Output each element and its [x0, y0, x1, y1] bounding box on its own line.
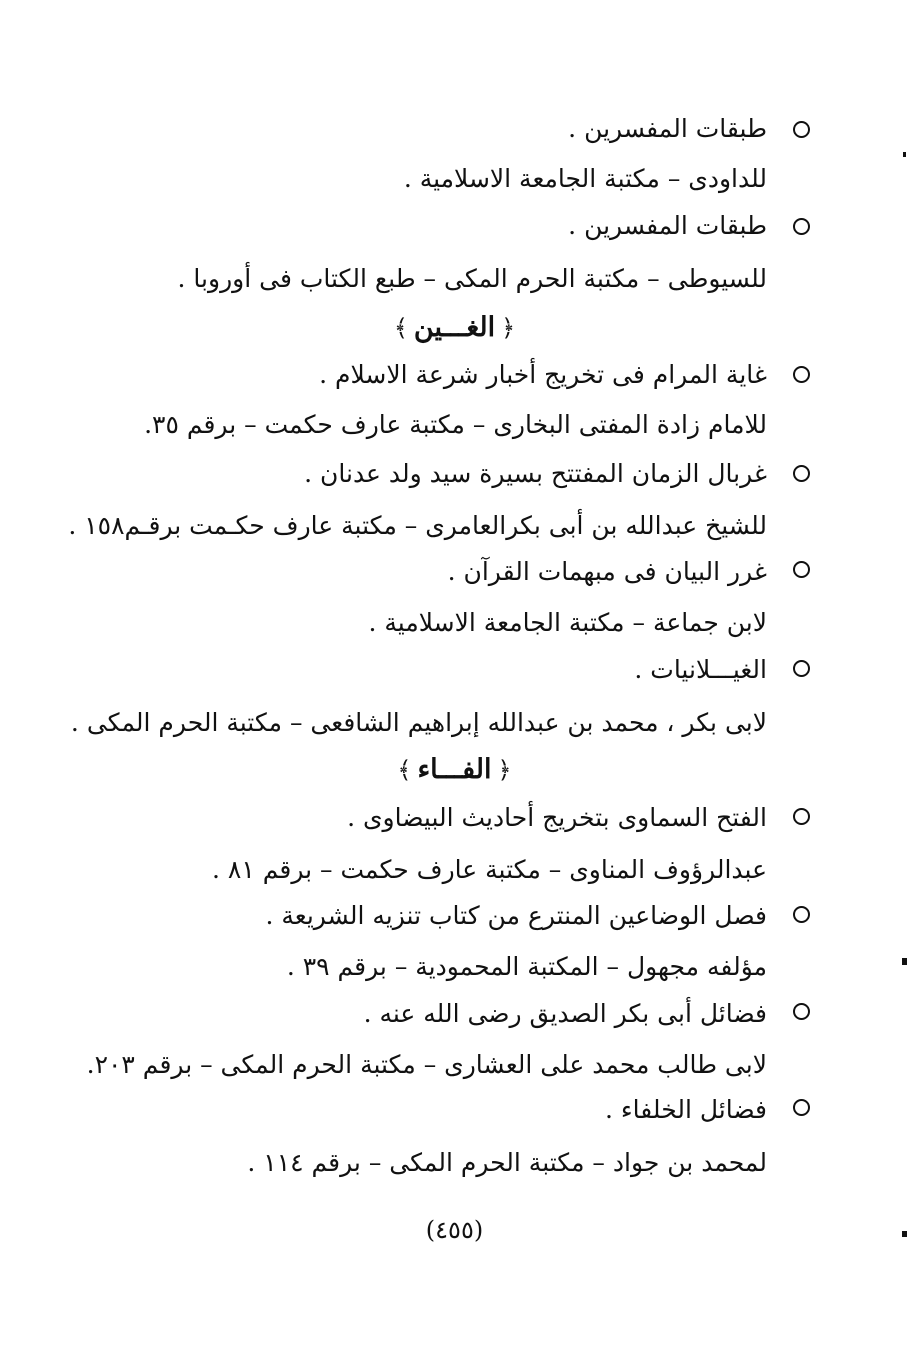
bullet-circle-icon	[793, 121, 810, 138]
entry-detail: للشيخ عبدالله بن أبى بكرالعامرى – مكتبة عارف حكـمت برقـم١٥٨ .	[68, 511, 767, 540]
entry-detail: عبدالرؤوف المناوى – مكتبة عارف حكمت – برقم ٨١ .	[212, 855, 767, 884]
entry-detail: لابى بكر ، محمد بن عبدالله إبراهيم الشافعى – مكتبة الحرم المكى .	[70, 708, 767, 737]
entry-title: طبقات المفسرين .	[568, 114, 767, 143]
ornament-open: ﴿	[497, 756, 512, 784]
entry-title: الفتح السماوى بتخريج أحاديث البيضاوى .	[347, 803, 767, 832]
bullet-circle-icon	[793, 366, 810, 383]
ornament-close: ﴾	[393, 314, 408, 342]
entry-detail: للداودى – مكتبة الجامعة الاسلامية .	[403, 164, 767, 193]
scan-edge-mark	[902, 958, 907, 965]
bullet-circle-icon	[793, 906, 810, 923]
entry-detail: للامام زادة المفتى البخارى – مكتبة عارف حكمت – برقم ٣٥.	[144, 410, 767, 439]
entry-title: غرر البيان فى مبهمات القرآن .	[447, 557, 767, 586]
section-heading-ghain	[0, 310, 909, 346]
ornament-close: ﴾	[397, 756, 412, 784]
entry-title: فضائل الخلفاء .	[605, 1095, 767, 1124]
entry-title: غاية المرام فى تخريج أخبار شرعة الاسلام .	[319, 360, 767, 389]
section-heading-label: الغـــين	[413, 312, 496, 343]
entry-detail: مؤلفه مجهول – المكتبة المحمودية – برقم ٣٩ .	[286, 952, 767, 981]
bullet-circle-icon	[793, 808, 810, 825]
bullet-circle-icon	[793, 218, 810, 235]
entry-detail: للسيوطى – مكتبة الحرم المكى – طبع الكتاب فى أوروبا .	[177, 264, 767, 293]
section-heading-label: الفـــاء	[417, 754, 492, 785]
section-heading-fa	[0, 752, 909, 788]
entry-title: فضائل أبى بكر الصديق رضى الله عنه .	[363, 999, 767, 1028]
page-number: (٤٥٥)	[425, 1216, 484, 1244]
scan-edge-mark	[903, 152, 906, 157]
scan-edge-mark	[902, 1231, 907, 1237]
entry-detail: لمحمد بن جواد – مكتبة الحرم المكى – برقم ١١٤ .	[247, 1148, 767, 1177]
bullet-circle-icon	[793, 561, 810, 578]
entry-title: طبقات المفسرين .	[568, 211, 767, 240]
bullet-circle-icon	[793, 465, 810, 482]
entry-title: غربال الزمان المفتتح بسيرة سيد ولد عدنان .	[304, 459, 767, 488]
entry-title: فصل الوضاعين المنترع من كتاب تنزيه الشريعة .	[265, 901, 767, 930]
entry-title: الغيـــلانيات .	[634, 655, 767, 684]
bullet-circle-icon	[793, 1099, 810, 1116]
entry-detail: لابن جماعة – مكتبة الجامعة الاسلامية .	[368, 608, 767, 637]
ornament-open: ﴿	[501, 314, 516, 342]
bullet-circle-icon	[793, 1003, 810, 1020]
entry-detail: لابى طالب محمد على العشارى – مكتبة الحرم المكى – برقم ٢٠٣.	[86, 1050, 767, 1079]
bullet-circle-icon	[793, 660, 810, 677]
